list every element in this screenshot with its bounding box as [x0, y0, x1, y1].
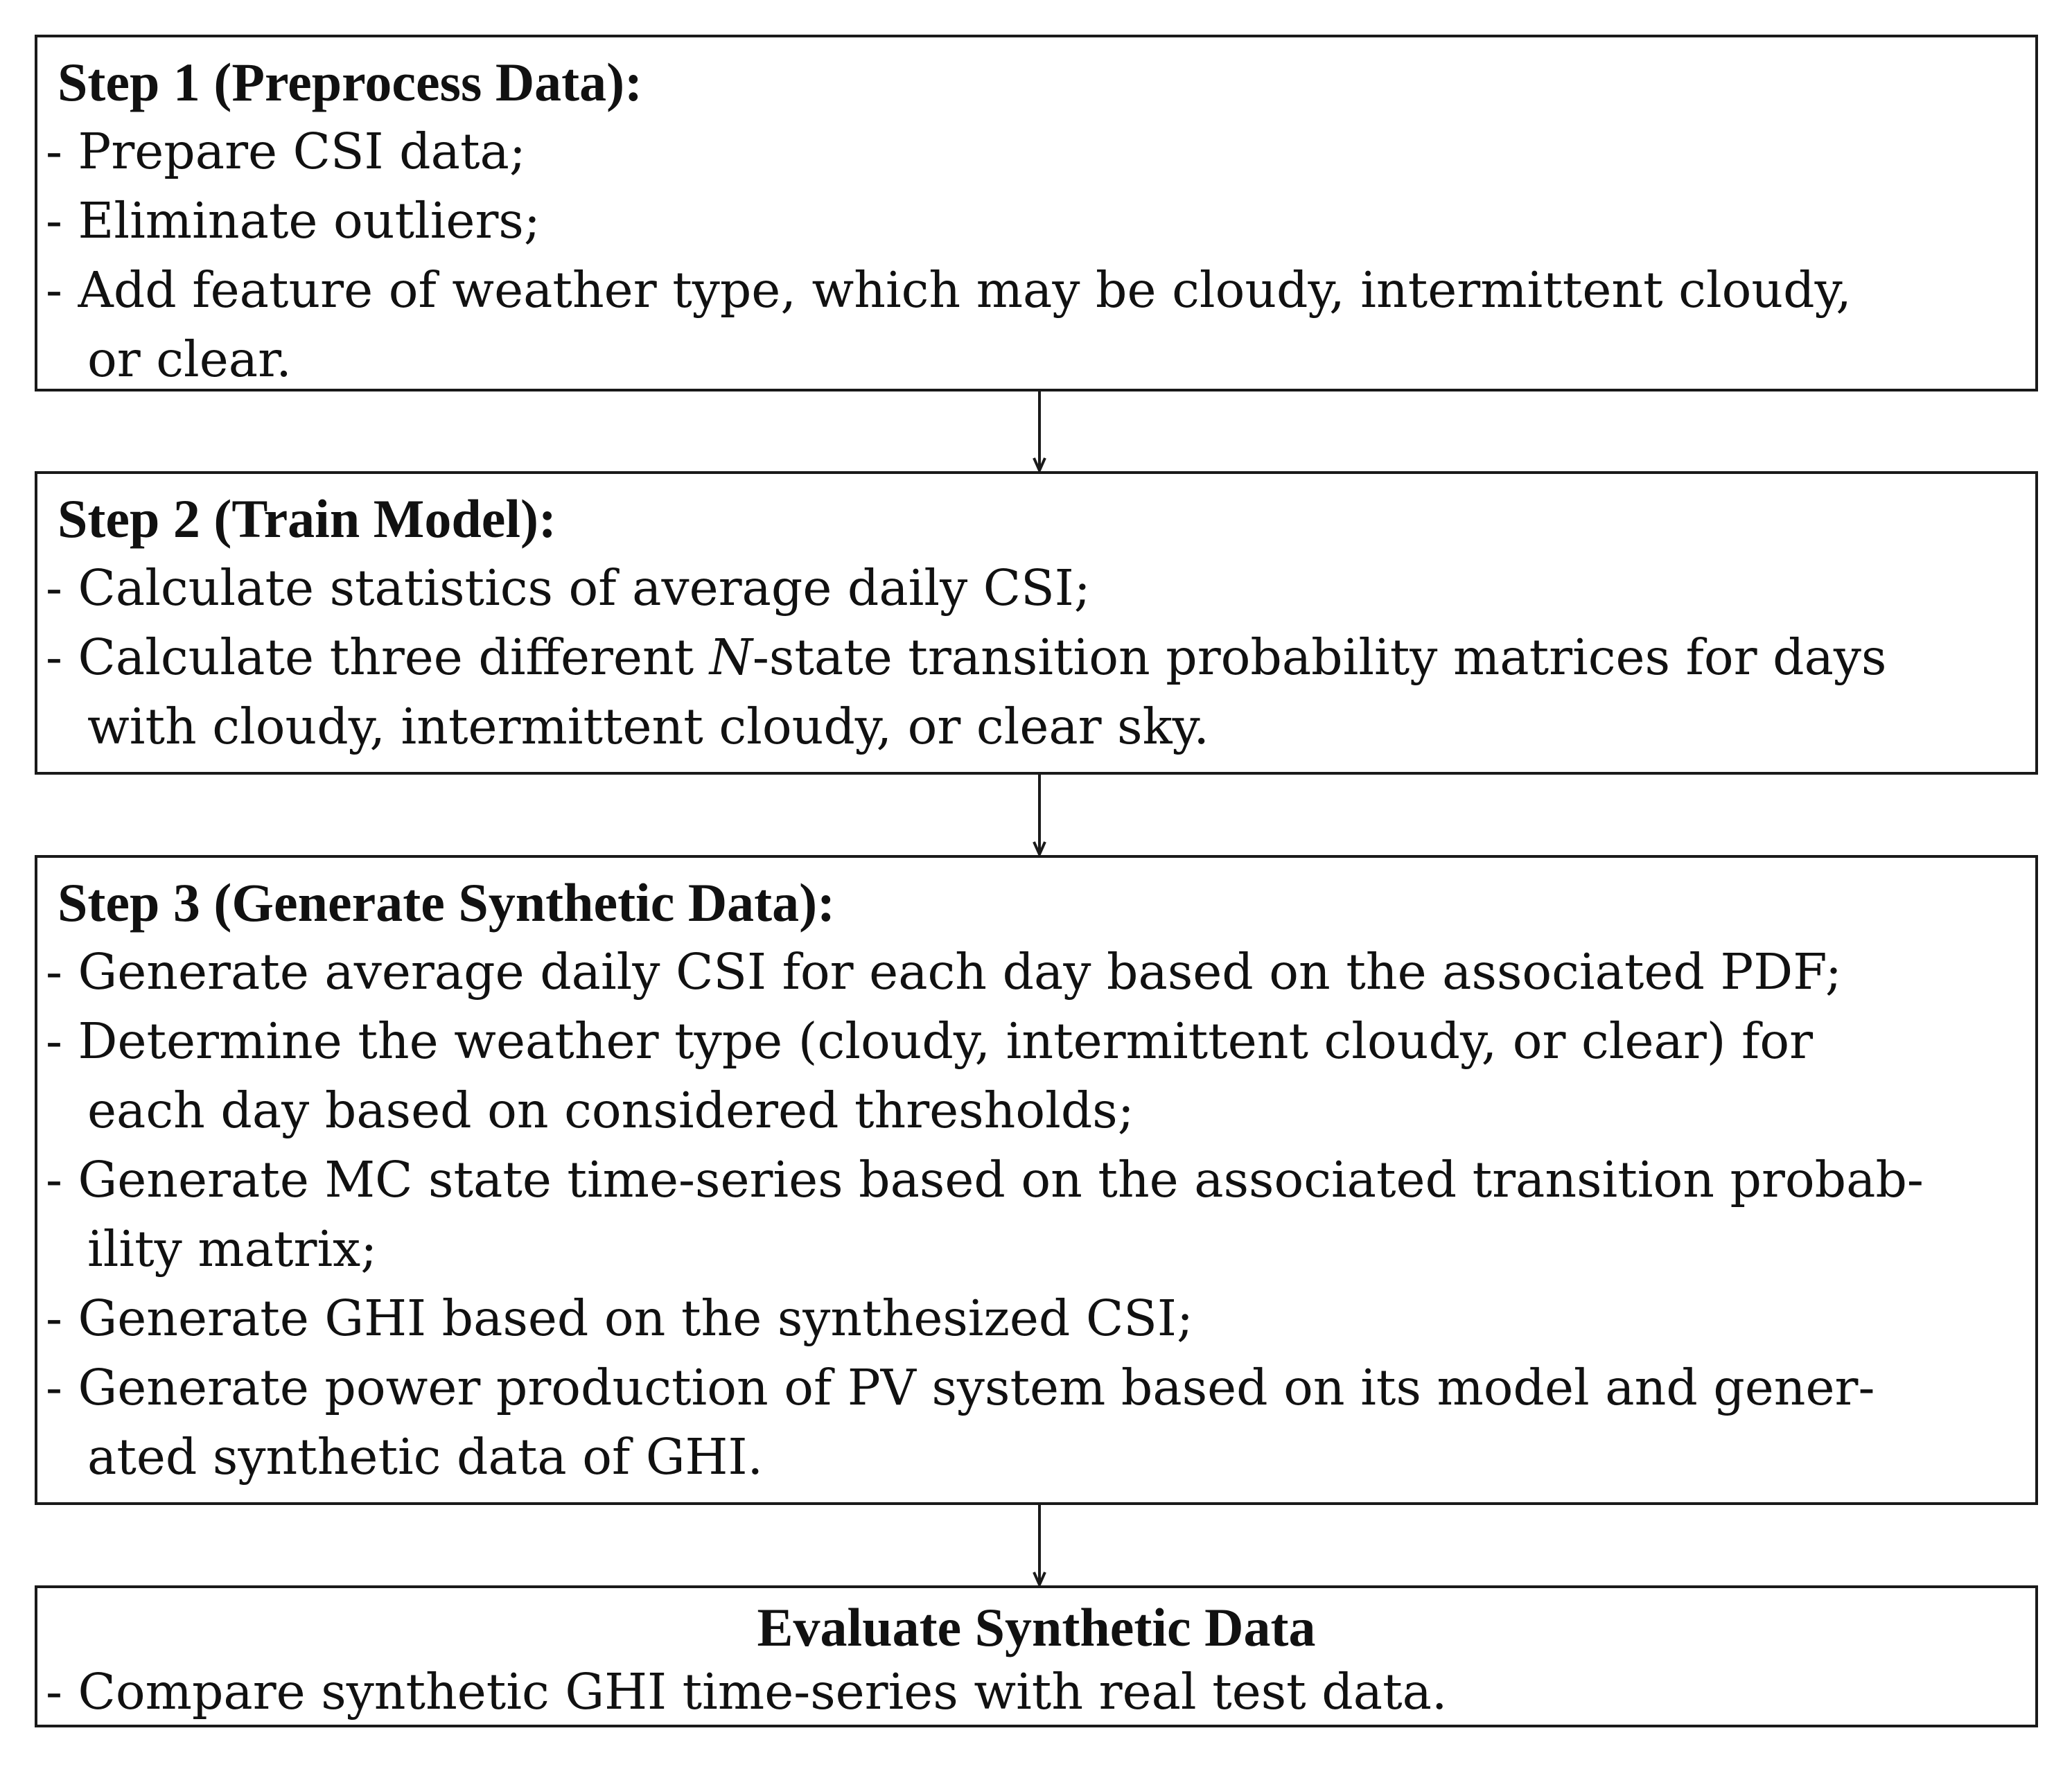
step3-item: - Generate MC state time-series based on the associated transition probab- [46, 1151, 1924, 1208]
step3-item: - Generate power production of PV system based on its model and gener- [46, 1359, 1875, 1416]
step3-item-continuation: ated synthetic data of GHI. [87, 1428, 764, 1486]
step3-title: Step 3 (Generate Synthetic Data): [58, 872, 836, 933]
step2-item-continuation: with cloudy, intermittent cloudy, or clear sky. [87, 698, 1209, 755]
evaluate-item: - Compare synthetic GHI time-series with real test data. [46, 1663, 1448, 1720]
step2-box [35, 471, 2038, 775]
flow-arrow-3 [1033, 1505, 1046, 1585]
flow-arrow-2 [1033, 775, 1046, 855]
variable-n: N [709, 628, 753, 686]
step3-box [35, 855, 2038, 1505]
step1-item: - Add feature of weather type, which may be cloudy, intermittent cloudy, [46, 261, 1852, 319]
step2-item-matrices-pre: - Calculate three different [46, 628, 710, 686]
step2-item: - Calculate statistics of average daily CSI; [46, 559, 1091, 617]
step1-title: Step 1 (Preprocess Data): [58, 52, 643, 112]
step1-item: - Prepare CSI data; [46, 123, 526, 180]
step3-item-continuation: each day based on considered thresholds; [87, 1082, 1134, 1139]
step3-item: - Generate GHI based on the synthesized CSI; [46, 1290, 1193, 1347]
evaluate-box [35, 1585, 2038, 1727]
step3-item-continuation: ility matrix; [87, 1220, 378, 1278]
step3-item: - Determine the weather type (cloudy, intermittent cloudy, or clear) for [46, 1012, 1814, 1070]
step3-item: - Generate average daily CSI for each day based on the associated PDF; [46, 943, 1842, 1001]
step2-title: Step 2 (Train Model): [58, 489, 556, 549]
step2-item-matrices [46, 626, 1886, 689]
step1-item-continuation: or clear. [87, 331, 292, 388]
step1-item: - Eliminate outliers; [46, 192, 541, 249]
flow-arrow-1 [1033, 391, 1046, 471]
evaluate-title: Evaluate Synthetic Data [757, 1597, 1316, 1657]
step2-item-matrices-post: -state transition probability matrices for days [752, 628, 1887, 686]
step1-box [35, 35, 2038, 391]
